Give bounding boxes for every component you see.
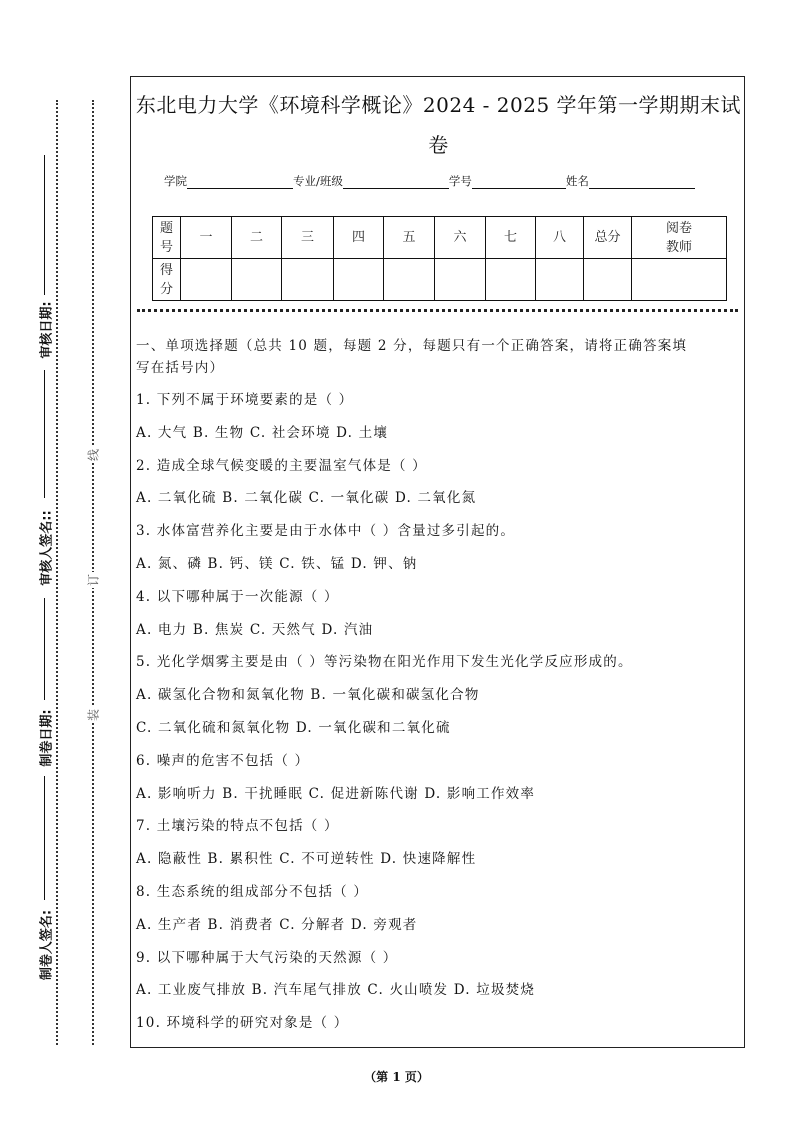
question-text: 6. 噪声的危害不包括（ ） xyxy=(136,752,310,769)
answer-options: A. 影响听力 B. 干扰睡眠 C. 促进新陈代谢 D. 影响工作效率 xyxy=(136,785,536,802)
col-8: 八 xyxy=(536,217,584,259)
answer-options: A. 大气 B. 生物 C. 社会环境 D. 土壤 xyxy=(136,424,389,441)
score-cell[interactable] xyxy=(536,259,584,301)
binding-mark-line: 线 xyxy=(86,448,101,462)
exam-page-frame xyxy=(130,76,745,1048)
score-cell[interactable] xyxy=(334,259,384,301)
answer-options: A. 工业废气排放 B. 汽车尾气排放 C. 火山喷发 D. 垃圾焚烧 xyxy=(136,982,536,999)
answer-options: A. 隐蔽性 B. 累积性 C. 不可逆转性 D. 快速降解性 xyxy=(136,851,477,868)
score-cell[interactable] xyxy=(435,259,486,301)
col-grader: 阅卷教师 xyxy=(632,217,727,259)
col-5: 五 xyxy=(384,217,435,259)
major-class-field[interactable] xyxy=(343,176,449,189)
score-cell[interactable] xyxy=(384,259,435,301)
score-table-score-row xyxy=(153,259,727,301)
answer-options: A. 二氧化硫 B. 二氧化碳 C. 一氧化碳 D. 二氧化氮 xyxy=(136,490,477,507)
answer-options: A. 碳氢化合物和氮氧化物 B. 一氧化碳和碳氢化合物 xyxy=(136,687,480,704)
col-total: 总分 xyxy=(584,217,632,259)
col-4: 四 xyxy=(334,217,384,259)
major-class-label: 专业/班级 xyxy=(293,174,343,188)
score-cell[interactable] xyxy=(486,259,536,301)
college-field[interactable] xyxy=(187,176,293,189)
reviewer-signature-label: 审核人签名:: xyxy=(39,510,55,586)
col-7: 七 xyxy=(486,217,536,259)
dotted-separator xyxy=(137,309,738,312)
question-number-header: 题号 xyxy=(153,217,181,259)
col-3: 三 xyxy=(282,217,334,259)
name-field[interactable] xyxy=(589,176,695,189)
question-text: 8. 生态系统的组成部分不包括（ ） xyxy=(136,884,369,900)
answer-options: A. 氮、磷 B. 钙、镁 C. 铁、锰 D. 钾、钠 xyxy=(136,556,418,572)
section-heading: 一、单项选择题（总共 10 题，每题 2 分，每题只有一个正确答案，请将正确答案填 xyxy=(136,338,688,354)
binding-mark-staple: 订 xyxy=(86,573,101,587)
question-text: 10. 环境科学的研究对象是（ ） xyxy=(136,1015,349,1032)
compile-date-label: 制卷日期: xyxy=(39,709,55,767)
student-id-field[interactable] xyxy=(472,176,566,189)
col-1: 一 xyxy=(181,217,232,259)
exam-title-line2: 卷 xyxy=(428,133,449,157)
compile-date-line xyxy=(44,598,45,700)
score-cell[interactable] xyxy=(181,259,232,301)
binding-mark-bind: 装 xyxy=(86,708,101,722)
question-text: 4. 以下哪种属于一次能源（ ） xyxy=(136,588,339,605)
review-date-line xyxy=(44,155,45,295)
question-text: 1. 下列不属于环境要素的是（ ） xyxy=(136,392,354,408)
score-cell[interactable] xyxy=(632,259,727,301)
answer-options: A. 生产者 B. 消费者 C. 分解者 D. 旁观者 xyxy=(136,916,418,933)
question-text: 7. 土壤污染的特点不包括（ ） xyxy=(136,818,339,835)
compiler-signature-line xyxy=(44,776,45,900)
compiler-signature-label: 制卷人签名: xyxy=(39,909,55,981)
question-text: 3. 水体富营养化主要是由于水体中（ ）含量过多引起的。 xyxy=(136,523,516,540)
binding-dotted-line-outer xyxy=(56,100,58,1045)
question-text: 2. 造成全球气候变暖的主要温室气体是（ ） xyxy=(136,457,427,474)
question-text: 5. 光化学烟雾主要是由（ ）等污染物在阳光作用下发生光化学反应形成的。 xyxy=(136,654,633,671)
score-header: 得分 xyxy=(153,259,181,301)
question-text: 9. 以下哪种属于大气污染的天然源（ ） xyxy=(136,949,398,966)
page-number: （第 1 页） xyxy=(364,1070,429,1084)
college-label: 学院 xyxy=(164,174,187,188)
review-date-label: 审核日期: xyxy=(39,301,55,359)
col-2: 二 xyxy=(232,217,282,259)
name-label: 姓名 xyxy=(565,174,589,188)
score-cell[interactable] xyxy=(232,259,282,301)
score-table-header-row xyxy=(153,217,727,259)
student-id-label: 学号 xyxy=(448,174,472,188)
score-table xyxy=(152,216,727,301)
answer-options: C. 二氧化硫和氮氧化物 D. 一氧化碳和二氧化硫 xyxy=(136,720,451,736)
col-6: 六 xyxy=(435,217,486,259)
exam-title-line1: 东北电力大学《环境科学概论》2024 - 2025 学年第一学期期末试 xyxy=(135,93,742,117)
score-cell[interactable] xyxy=(282,259,334,301)
student-info-row xyxy=(164,173,695,189)
answer-options: A. 电力 B. 焦炭 C. 天然气 D. 汽油 xyxy=(136,621,374,638)
score-cell[interactable] xyxy=(584,259,632,301)
reviewer-signature-line xyxy=(44,370,45,498)
section-heading-cont: 写在括号内） xyxy=(136,360,225,376)
